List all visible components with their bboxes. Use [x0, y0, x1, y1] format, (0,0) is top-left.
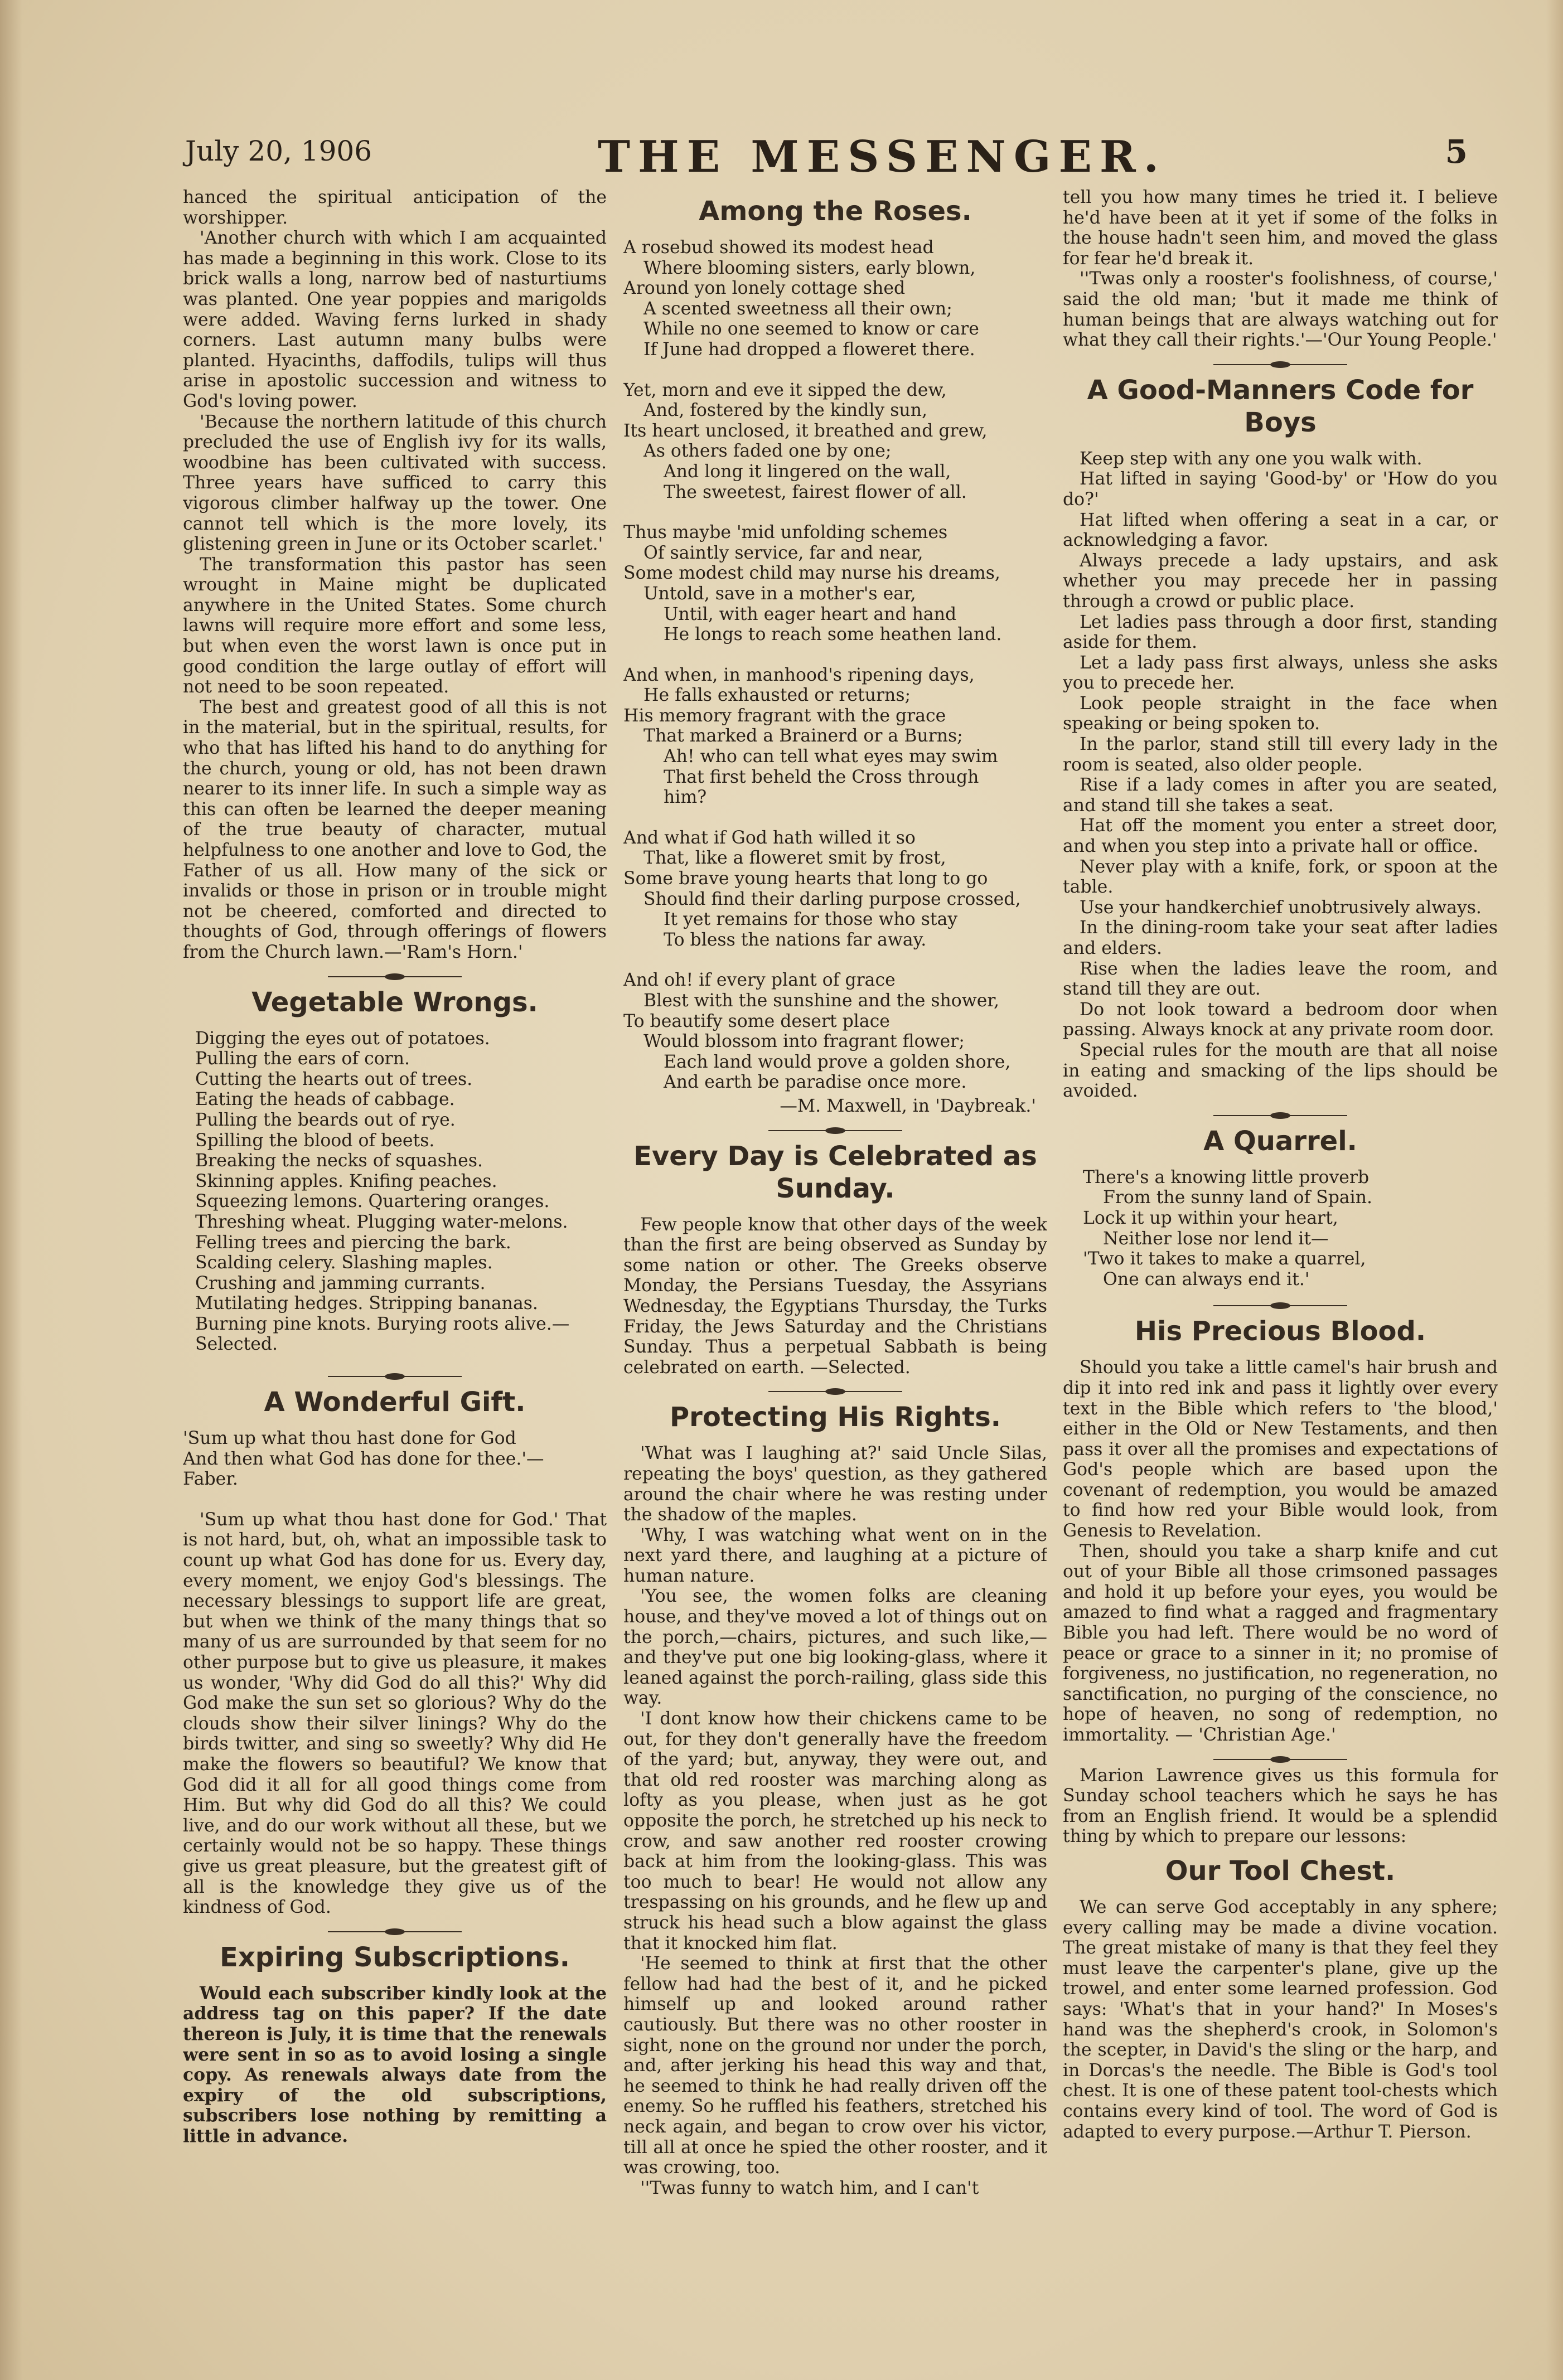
poem-line: To beautify some desert place — [623, 1011, 890, 1031]
poem-line: If June had dropped a floweret there. — [643, 339, 975, 360]
section-divider — [768, 1390, 902, 1393]
poem-line: Would blossom into fragrant flower; — [643, 1031, 965, 1052]
poem-line: Yet, morn and eve it sipped the dew, — [623, 380, 947, 400]
list-item: Threshing wheat. Plugging water-melons. — [195, 1211, 568, 1232]
article-paragraph: 'Why, I was watching what went on in the next yard there, and laughing at a picture of human nature. — [623, 1525, 1047, 1586]
article-paragraph: Should you take a little camel's hair brush and dip it into red ink and pass it lightly over every text in the Bible which refers to 'the blood,' either in the Old or New Testaments, and then pass it over all the promises and expectations of God's people which are based upon the covenant of redemption, you would be amazed to find how red your Bible would look, from Genesis to Revelation. — [1063, 1358, 1498, 1542]
article-paragraph: Then, should you take a sharp knife and cut out of your Bible all those crimsoned passages and hold it up before your eyes, you would be amazed to find what a ragged and fragmentary Bible you had left. There would be no word of peace or grace to a sinner in it; no promise of forgiveness, no justification, no regeneration, no sanctification, no purging of the conscience, no hope of heaven, no song of redemption, no immortality. — 'Christian Age.' — [1063, 1541, 1498, 1745]
manners-list — [1063, 449, 1498, 1102]
manners-rule: Hat lifted when offering a seat in a car, or acknowledging a favor. — [1063, 510, 1498, 551]
manners-rule: Use your handkerchief unobtrusively always. — [1080, 897, 1482, 918]
manners-rule: Do not look toward a bedroom door when passing. Always knock at any private room door. — [1063, 999, 1498, 1040]
list-item: Burning pine knots. Burying roots alive.— — [195, 1313, 570, 1334]
poem-line: That first beheld the Cross through — [664, 767, 979, 787]
article-paragraph: 'Sum up what thou hast done for God.' That is not hard, but, oh, what an impossible task to count up what God has done for us. Every day, every moment, we enjoy God's blessings. The necessary blessings to support life are great, but when we think of the many things that so many of us are surrounded by that seem for no other purpose but to give us pleasure, it makes us wonder, 'Why did God do all this?' Why did God make the sun set so glorious? Why do the clouds show their silver linings? Why do the birds twitter, and sing so sweetly? Why did He make the flowers so beautiful? We know that God did it all for all good things come from Him. But why did God do all this? We could live, and do our work without all these, but we certainly would not be so happy. These things give us great pleasure, but the greatest gift of all is the knowledge they give us of the kindness of God. — [183, 1509, 607, 1918]
article-paragraph: 'I dont know how their chickens came to be out, for they don't generally have the freedom of the yard; but, anyway, they were out, and that old red rooster was marching along as lofty as you please, when just as he got opposite the porch, he stretched up his neck to crow, and saw another red rooster crowing back at him from the looking-glass. This was too much to bear! He would not allow any trespassing on his grounds, and he flew up and struck his head such a blow against the glass that it knocked him flat. — [623, 1709, 1047, 1954]
masthead — [185, 127, 1468, 188]
manners-rule: Hat lifted in saying 'Good-by' or 'How do you do?' — [1063, 469, 1498, 510]
manners-rule: Rise when the ladies leave the room, and stand till they are out. — [1063, 958, 1498, 1000]
vegetable-wrongs-list — [183, 1029, 607, 1355]
section-divider — [1213, 1114, 1347, 1117]
heading-among-the-roses: Among the Roses. — [699, 196, 972, 227]
paper-edge-shadow-right — [1546, 0, 1563, 2380]
poem-stanza — [623, 380, 1047, 503]
poem-line: To bless the nations far away. — [664, 929, 927, 950]
poem-line: Should find their darling purpose crossed, — [643, 889, 1021, 909]
poem-line: That, like a floweret smit by frost, — [643, 848, 946, 869]
manners-rule: In the parlor, stand still till every lady in the room is seated, also older people. — [1063, 734, 1498, 775]
gift-quote — [183, 1428, 607, 1490]
poem-line: Each land would prove a golden shore, — [664, 1051, 1011, 1072]
poem-line: One can always end it.' — [1103, 1269, 1310, 1290]
heading-vegetable-wrongs: Vegetable Wrongs. — [251, 986, 538, 1018]
column-right — [1063, 187, 1498, 2339]
poem-line: From the sunny land of Spain. — [1103, 1187, 1373, 1208]
heading-wonderful-gift: A Wonderful Gift. — [264, 1387, 526, 1418]
newspaper-title: THE MESSENGER. — [598, 132, 1167, 182]
article-paragraph: tell you how many times he tried it. I believe he'd have been at it yet if some of the folks in the house hadn't seen him, and moved the glass for fear he'd break it. — [1063, 187, 1498, 269]
article-paragraph: ''Twas only a rooster's foolishness, of course,' said the old man; 'but it made me think of human beings that are always watching out for what they call their rights.'—'Our Young People.' — [1063, 269, 1498, 351]
quarrel-poem — [1063, 1167, 1498, 1290]
poem-line: Neither lose nor lend it— — [1103, 1228, 1329, 1249]
manners-rule: Keep step with any one you walk with. — [1080, 448, 1422, 469]
poem-line: Ah! who can tell what eyes may swim — [664, 747, 998, 767]
poem-line: And earth be paradise once more. — [664, 1072, 967, 1093]
poem-line: Untold, save in a mother's ear, — [643, 583, 916, 604]
paper-edge-shadow-left — [0, 0, 22, 2380]
list-item: Digging the eyes out of potatoes. — [195, 1028, 490, 1049]
poem-line: Some modest child may nurse his dreams, — [623, 563, 1000, 584]
manners-rule: Always precede a lady upstairs, and ask whether you may precede her in passing through a crowd or public place. — [1063, 550, 1498, 612]
poem-stanza — [623, 522, 1047, 645]
list-item: Pulling the beards out of rye. — [195, 1109, 456, 1130]
poem-line: him? — [664, 787, 707, 808]
poem-stanza — [623, 828, 1047, 951]
poem-line: There's a knowing little proverb — [1083, 1167, 1370, 1187]
manners-rule: In the dining-room take your seat after ladies and elders. — [1063, 918, 1498, 958]
poem-line: Thus maybe 'mid unfolding schemes — [623, 522, 948, 543]
poem-line: And when, in manhood's ripening days, — [623, 665, 975, 685]
article-paragraph: We can serve God acceptably in any sphere; every calling may be made a divine vocation. The great mistake of many is that they feel they must leave the carpenter's plane, give up the trowel, and enter some learned profession. God says: 'What's that in your hand?' In Moses's hand was the shepherd's crook, in Solomon's the scepter, in David's the sling or the harp, and in Dorcas's the needle. The Bible is God's tool chest. It is one of these patent tool-chests which contains every kind of tool. The word of God is adapted to every purpose.—Arthur T. Pierson. — [1063, 1897, 1498, 2142]
manners-rule: Never play with a knife, fork, or spoon at the table. — [1063, 856, 1498, 898]
list-item: Selected. — [195, 1334, 278, 1355]
poem-line: A rosebud showed its modest head — [623, 237, 934, 258]
article-paragraph: 'Another church with which I am acquainted has made a beginning in this work. Close to its brick walls a long, narrow bed of nasturtiums was planted. One year poppies and marigolds were added. Waving ferns lurked in shady corners. Last autumn many bulbs were planted. Hyacinths, daffodils, tulips will thus arise in apostolic succession and witness to God's loving power. — [183, 228, 607, 411]
list-item: Mutilating hedges. Stripping bananas. — [195, 1293, 538, 1314]
article-paragraph: The best and greatest good of all this is not in the material, but in the spiritual, results, for who that has lifted his hand to do anything for the church, young or old, has not been drawn nearer to its inner life. In such a simple way as this can often be learned the deeper meaning of the true beauty of character, mutual helpfulness to one another and love to God, the Father of us all. How many of the sick or invalids or those in prison or in trouble might not be cheered, comforted and directed to thoughts of God, through offerings of flowers from the Church lawn.—'Ram's Horn.' — [183, 697, 607, 962]
heading-protecting-his-rights: Protecting His Rights. — [669, 1402, 1001, 1433]
article-paragraph: Marion Lawrence gives us this formula for Sunday school teachers which he says he has from an English friend. It would be a splendid thing by which to prepare our lessons: — [1063, 1765, 1498, 1847]
list-item: Scalding celery. Slashing maples. — [195, 1253, 493, 1273]
list-item: Felling trees and piercing the bark. — [195, 1232, 511, 1253]
article-paragraph: ''Twas funny to watch him, and I can't — [640, 2178, 979, 2198]
poem-line: Some brave young hearts that long to go — [623, 869, 988, 889]
roses-poem — [623, 237, 1047, 1093]
quote-line: And then what God has done for thee.'— — [183, 1448, 544, 1469]
poem-line: It yet remains for those who stay — [664, 909, 958, 930]
article-paragraph: Few people know that other days of the week than the first are being observed as Sunday by some nation or other. The Greeks observe Monday, the Persians Tuesday, the Assyrians Wednesday, the Egyptians Thursday, the Turks Friday, the Jews Saturday and the Christians Sunday. Thus a perpetual Sabbath is being celebrated on earth. —Selected. — [623, 1214, 1047, 1378]
section-divider — [328, 1375, 462, 1378]
poem-stanza — [623, 970, 1047, 1093]
heading-good-manners-code: A Good-Manners Code for Boys — [1087, 374, 1474, 438]
poem-line: Of saintly service, far and near, — [643, 542, 923, 563]
subscription-notice: Would each subscriber kindly look at the address tag on this paper? If the date thereon is July, it is time that the renewals were sent in so as to avoid losing a single copy. As renewals always date from the expiry of the old subscriptions, subscribers lose nothing by remitting a little in advance. — [183, 1982, 607, 2146]
poem-line: He longs to reach some heathen land. — [664, 624, 1002, 645]
poem-line: As others faded one by one; — [643, 441, 892, 462]
list-item: Pulling the ears of corn. — [195, 1049, 410, 1069]
column-left — [183, 187, 607, 2339]
list-item: Crushing and jamming currants. — [195, 1273, 486, 1293]
poem-line: He falls exhausted or returns; — [643, 685, 911, 706]
poem-attribution: —M. Maxwell, in 'Daybreak.' — [780, 1096, 1036, 1116]
list-item: Spilling the blood of beets. — [195, 1130, 435, 1151]
section-divider — [1213, 1758, 1347, 1761]
heading-his-precious-blood: His Precious Blood. — [1134, 1316, 1426, 1347]
list-item: Skinning apples. Knifing peaches. — [195, 1171, 497, 1191]
list-item: Breaking the necks of squashes. — [195, 1151, 483, 1171]
article-paragraph: The transformation this pastor has seen wrought in Maine might be duplicated anywhere in the United States. Some church lawns will require more effort and some less, but when even the worst lawn is once put in good condition the large outlay of effort will not need to be soon repeated. — [183, 554, 607, 697]
list-item: Cutting the hearts out of trees. — [195, 1069, 473, 1089]
poem-line: While no one seemed to know or care — [643, 319, 979, 340]
manners-rule: Let a lady pass first always, unless she asks you to precede her. — [1063, 652, 1498, 694]
poem-line: Its heart unclosed, it breathed and grew, — [623, 420, 988, 441]
heading-our-tool-chest: Our Tool Chest. — [1165, 1855, 1396, 1887]
section-divider — [328, 975, 462, 978]
column-middle — [623, 187, 1047, 2339]
issue-date: July 20, 1906 — [185, 135, 372, 167]
poem-line: The sweetest, fairest flower of all. — [664, 482, 967, 502]
heading-a-quarrel: A Quarrel. — [1203, 1125, 1357, 1157]
poem-line: And long it lingered on the wall, — [664, 461, 951, 482]
poem-line: Until, with eager heart and hand — [664, 604, 957, 624]
poem-line: That marked a Brainerd or a Burns; — [643, 726, 963, 747]
poem-line: 'Two it takes to make a quarrel, — [1083, 1249, 1366, 1269]
list-item: Eating the heads of cabbage. — [195, 1089, 455, 1110]
article-paragraph: 'Because the northern latitude of this church precluded the use of English ivy for its walls, woodbine has been cultivated with success. Three years have sufficed to carry this vigorous climber halfway up the tower. One cannot tell which is the more lovely, its glistening green in June or its October scarlet.' — [183, 411, 607, 555]
poem-stanza — [623, 665, 1047, 808]
poem-line: Where blooming sisters, early blown, — [643, 258, 976, 278]
section-divider — [328, 1930, 462, 1933]
manners-rule: Hat off the moment you enter a street door, and when you step into a private hall or office. — [1063, 816, 1498, 857]
poem-line: His memory fragrant with the grace — [623, 705, 946, 726]
poem-line: A scented sweetness all their own; — [643, 298, 952, 319]
section-divider — [768, 1129, 902, 1132]
article-paragraph: 'You see, the women folks are cleaning house, and they've moved a lot of things out on the porch,—chairs, pictures, and such like,—and they've put one big looking-glass, where it leaned against the porch-railing, glass side this way. — [623, 1586, 1047, 1709]
heading-every-day-sunday: Every Day is Celebrated as Sunday. — [633, 1140, 1037, 1204]
manners-rule: Look people straight in the face when speaking or being spoken to. — [1063, 693, 1498, 734]
quote-line: Faber. — [183, 1469, 238, 1490]
list-item: Squeezing lemons. Quartering oranges. — [195, 1191, 550, 1212]
section-divider — [1213, 363, 1347, 366]
poem-stanza — [623, 237, 1047, 360]
article-paragraph: hanced the spiritual anticipation of the worshipper. — [183, 187, 607, 228]
article-paragraph: 'He seemed to think at first that the other fellow had had the best of it, and he picked himself up and looked around rather cautiously. But there was no other rooster in sight, none on the ground nor under the porch, and, after jerking his head this way and that, he seemed to think he had really driven off the enemy. So he ruffled his feathers, stretched his neck again, and began to crow over his victor, till all at once he spied the other rooster, and it was crowing, too. — [623, 1954, 1047, 2178]
quote-line: 'Sum up what thou hast done for God — [183, 1428, 516, 1449]
poem-line: And, fostered by the kindly sun, — [643, 400, 928, 421]
article-paragraph: 'What was I laughing at?' said Uncle Silas, repeating the boys' question, as they gathered around the chair where he was resting under the shadow of the maples. — [623, 1443, 1047, 1525]
manners-rule: Rise if a lady comes in after you are seated, and stand till she takes a seat. — [1063, 775, 1498, 816]
page-number: 5 — [1445, 133, 1468, 171]
poem-line: And what if God hath willed it so — [623, 827, 916, 848]
manners-rule: Special rules for the mouth are that all noise in eating and smacking of the lips should be avoided. — [1063, 1040, 1498, 1102]
poem-line: Blest with the sunshine and the shower, — [643, 991, 999, 1011]
heading-expiring-subscriptions: Expiring Subscriptions. — [220, 1941, 570, 1973]
manners-rule: Let ladies pass through a door first, standing aside for them. — [1063, 612, 1498, 653]
poem-line: And oh! if every plant of grace — [623, 970, 896, 991]
poem-line: Lock it up within your heart, — [1083, 1208, 1338, 1228]
poem-line: Around yon lonely cottage shed — [623, 278, 906, 299]
section-divider — [1213, 1304, 1347, 1307]
